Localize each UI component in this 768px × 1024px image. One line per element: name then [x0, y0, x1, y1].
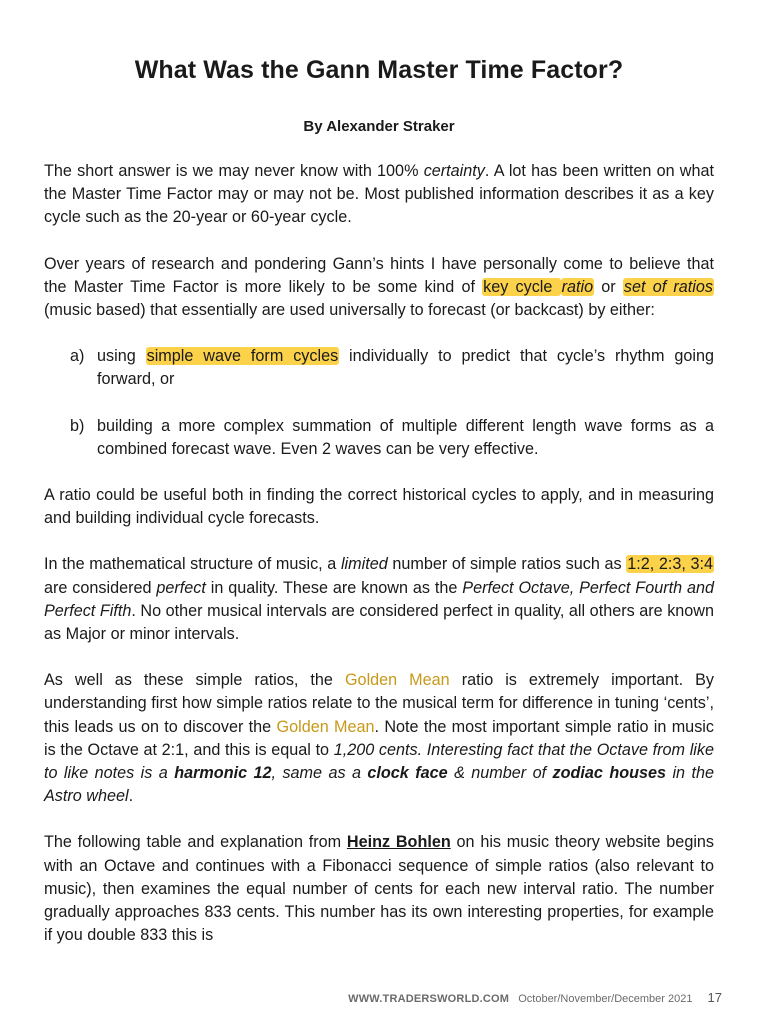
article-byline: By Alexander Straker [303, 118, 455, 135]
text-run: number of simple ratios such as [387, 555, 627, 574]
text-run-bold: clock face [367, 764, 448, 783]
text-run: (music based) that essentially are used universally to forecast (or backcast) by either: [44, 301, 655, 320]
highlight-simple-wave: simple wave form cycles [146, 347, 339, 366]
method-list [44, 345, 714, 461]
list-item [44, 345, 714, 391]
text-run: Over years of research and pondering Gann’s hints I have personally come to believe that the Master Time Factor is more likely to be some kind of [44, 254, 714, 296]
article-body [44, 160, 714, 970]
text-run: . [128, 787, 134, 806]
highlight-key-cycle [482, 278, 560, 296]
text-run: , same as a [271, 764, 368, 783]
text-run: . Note the most important simple ratio in music is the Octave at 2:1, and this is equal to [44, 717, 714, 759]
text-run-bold: harmonic 12 [174, 764, 272, 783]
page-footer [348, 990, 722, 1005]
text-run: or [594, 277, 623, 296]
text-run-italic: certainty [423, 162, 485, 180]
text-run: As well as these simple ratios, the [44, 671, 345, 690]
text-run: individually to predict that cycle’s rhythm going forward, or [97, 347, 714, 389]
article-title: What Was the Gann Master Time Factor? [134, 56, 624, 84]
text-run: The following table and explanation from [44, 833, 347, 852]
paragraph-1 [44, 160, 714, 230]
text-run: in the Astro wheel [44, 764, 714, 806]
paragraph-2 [44, 253, 714, 323]
list-item [44, 415, 714, 461]
text-run: & number of [447, 764, 553, 783]
text-run-italic: perfect [156, 578, 206, 597]
golden-mean-term: Golden Mean [344, 671, 450, 690]
text-run: on his music theory website begins with an Octave and continues with a Fibonacci sequence of simple ratios (also relevant to music), then examines the equal number of cents for each new interval ratio. The number gradually approaches 833 cents. This number has its own interesting properties, for example if you double 833 this is [44, 833, 715, 945]
golden-mean-term: Golden Mean [276, 717, 375, 736]
list-marker: a) [70, 347, 85, 366]
text-run: 1,200 cents. Interesting fact that the Octave from like to like notes is a [44, 740, 714, 783]
text-run-italic: ratio [561, 277, 594, 296]
paragraph-5 [44, 669, 714, 808]
text-run: . A lot has been written on what the Master Time Factor may or may not be. Most published information describes it as a key cycle such as the 20-year or 60-year cycle. [44, 162, 714, 227]
list-marker: b) [70, 416, 85, 435]
footer-issue: October/November/December 2021 [518, 993, 693, 1005]
text-run: In the mathematical structure of music, a [44, 555, 341, 574]
page-number: 17 [707, 990, 722, 1005]
paragraph-4 [44, 553, 714, 646]
footer-site[interactable]: WWW.TRADERSWORLD.COM [348, 993, 510, 1005]
text-run-italic: Perfect Octave, Perfect Fourth and Perfect Fifth [44, 578, 714, 620]
highlight-ratio [561, 278, 595, 296]
text-run: . No other musical intervals are considered perfect in quality, all others are known as Major or minor intervals. [44, 601, 714, 644]
text-run: key cycle [483, 277, 560, 296]
paragraph-3: A ratio could be useful both in finding the correct historical cycles to apply, and in measuring and building individual cycle forecasts. [44, 486, 714, 528]
text-run-bold: zodiac houses [552, 764, 667, 783]
heinz-bohlen-link[interactable]: Heinz Bohlen [346, 833, 451, 852]
highlight-ratios: 1:2, 2:3, 3:4 [627, 555, 713, 574]
text-run: building a more complex summation of multiple different length wave forms as a combined forecast wave. Even 2 waves can be very effective. [97, 416, 714, 458]
paragraph-6 [44, 831, 714, 947]
highlight-set-of-ratios [623, 278, 714, 296]
text-run: in quality. These are known as the [205, 578, 463, 597]
text-run: are considered [44, 578, 157, 597]
text-run: using [97, 347, 146, 366]
text-run: The short answer is we may never know with 100% [44, 162, 424, 180]
text-run: ratio is extremely important. By understanding first how simple ratios relate to the musical term for difference in tuning ‘cents’, this leads us on to discover the [44, 671, 714, 736]
text-run-italic: limited [340, 555, 388, 574]
text-run-italic: set of ratios [623, 277, 713, 296]
